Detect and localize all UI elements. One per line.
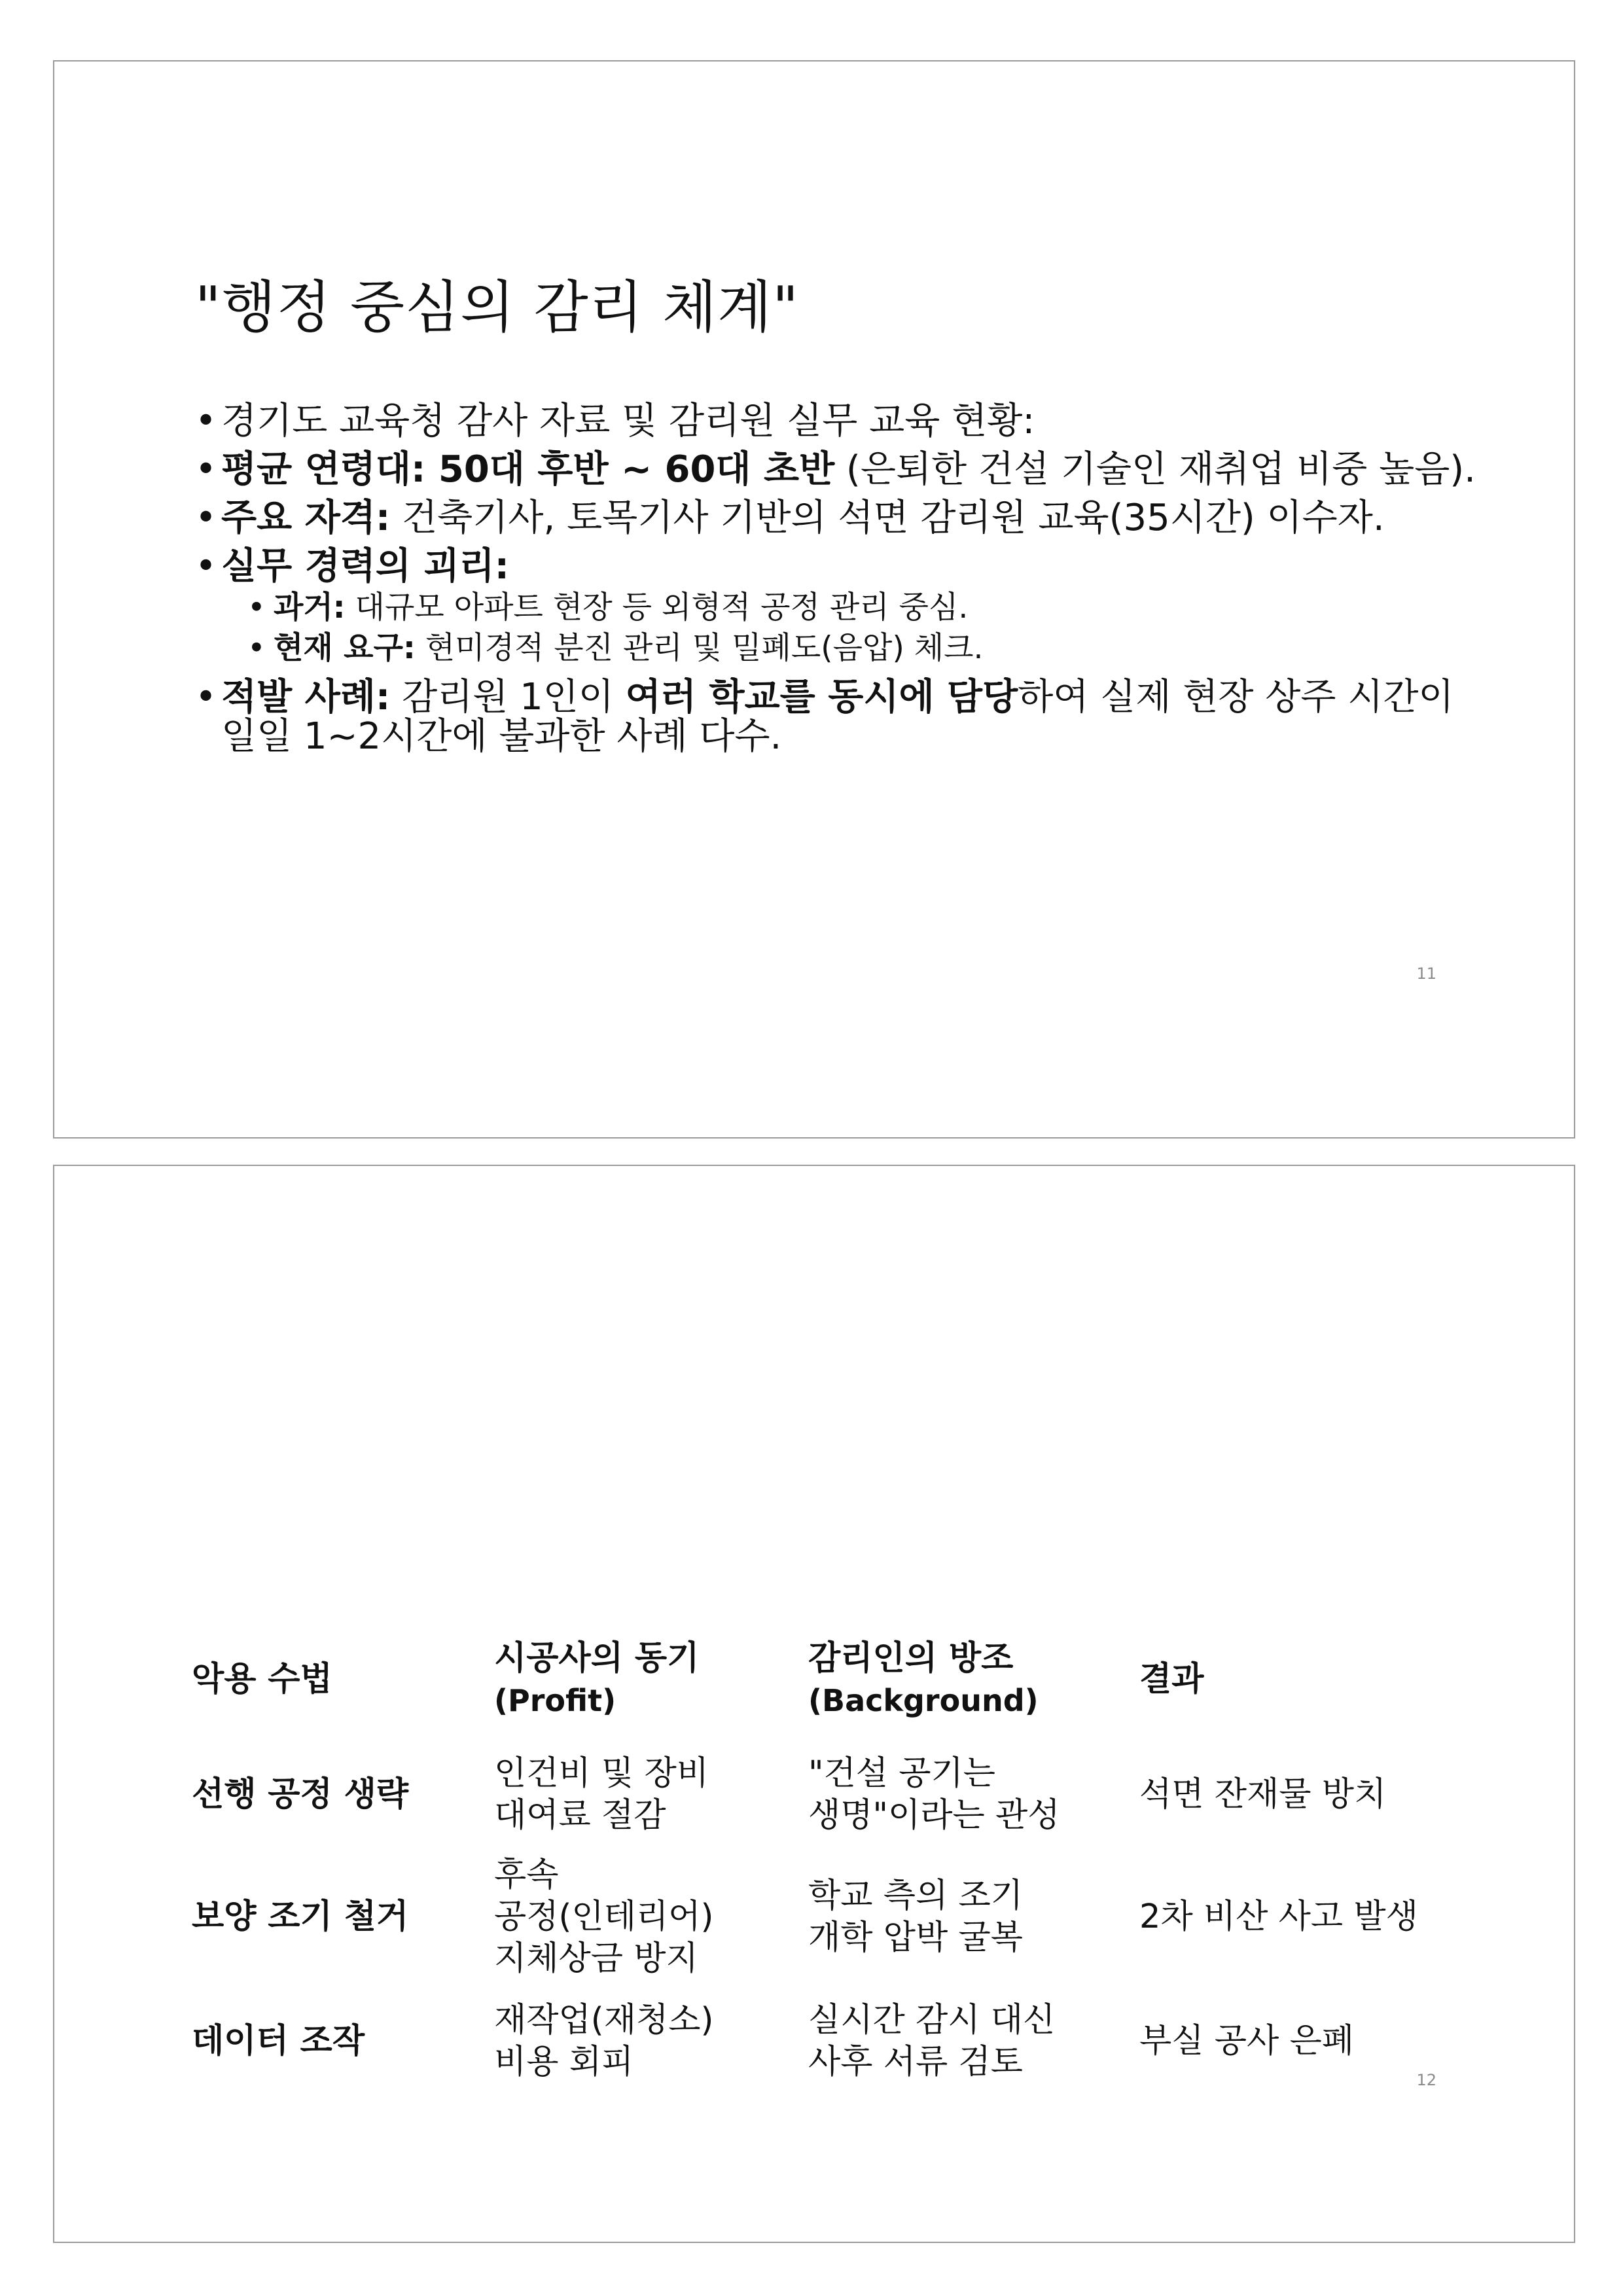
table-row — [192, 1742, 1494, 1848]
sub-bullet-item — [247, 628, 1478, 669]
sub-bullet-bold-text: 현재 요구: — [274, 630, 416, 666]
bullet-bold-text: 평균 연령대: 50대 후반 ~ 60대 초반 — [221, 448, 835, 491]
bullet-text: 경기도 교육청 감사 자료 및 감리원 실무 교육 현황: — [221, 400, 1035, 442]
header-cell: 악용 수법 — [192, 1660, 332, 1699]
table-cell: 학교 측의 조기 개학 압박 굴복 — [808, 1877, 1024, 1957]
table-row — [192, 1848, 1494, 1987]
table-cell: 석면 잔재물 방치 — [1139, 1775, 1387, 1814]
table-cell: 데이터 조작 — [192, 2022, 365, 2060]
bullet-item — [195, 547, 1478, 669]
table-row — [192, 1987, 1494, 2096]
bullet-list — [195, 402, 1478, 766]
bullet-bold-text: 실무 경력의 괴리: — [221, 545, 510, 588]
header-cell: 시공사의 동기 (Profit) — [494, 1639, 700, 1718]
table-cell: 재작업(재청소) 비용 회피 — [494, 2001, 714, 2081]
page-number: 12 — [1416, 2071, 1436, 2089]
slide-title: "행정 중심의 감리 체계" — [195, 275, 799, 340]
header-cell: 결과 — [1139, 1660, 1204, 1699]
table-cell: 후속 공정(인테리어) 지체상금 방지 — [494, 1856, 714, 1978]
sub-bullet-bold-text: 과거: — [274, 590, 346, 626]
table-cell: 선행 공정 생략 — [192, 1775, 409, 1814]
slide-12 — [53, 1165, 1575, 2243]
table-cell: 인건비 및 장비 대여료 절감 — [494, 1754, 709, 1835]
table-cell: 2차 비산 사고 발생 — [1139, 1898, 1418, 1936]
bullet-bold-text: 적발 사례: — [221, 676, 391, 718]
sub-bullet-item — [247, 588, 1478, 628]
bullet-item — [195, 678, 1478, 756]
bullet-item — [195, 402, 1478, 441]
table-cell: "건설 공기는 생명"이라는 관성 — [808, 1754, 1060, 1835]
bullet-bold-text: 주요 자격: — [221, 497, 391, 539]
slide-11 — [53, 60, 1575, 1139]
header-cell: 감리인의 방조 (Background) — [808, 1639, 1039, 1718]
table-header-row — [192, 1617, 1494, 1742]
sub-bullet-list — [221, 588, 1478, 669]
bullet-text: (은퇴한 건설 기술인 재취업 비중 높음). — [834, 448, 1476, 491]
bullet-text: 감리원 1인이 — [390, 676, 626, 718]
table-cell: 부실 공사 은폐 — [1139, 2022, 1355, 2060]
bullet-item — [195, 499, 1478, 538]
sub-bullet-text: 현미경적 분진 관리 및 밀폐도(음압) 체크. — [415, 630, 984, 666]
bullet-text: 건축기사, 토목기사 기반의 석면 감리원 교육(35시간) 이수자. — [390, 497, 1385, 539]
table-cell: 보양 조기 철거 — [192, 1898, 409, 1936]
page-number: 11 — [1416, 964, 1436, 983]
sub-bullet-text: 대규모 아파트 현장 등 외형적 공정 관리 중심. — [345, 590, 969, 626]
bullet-text: 하여 실제 현장 상주 시간이 일일 1~2시간에 불과한 사례 다수. — [221, 676, 1454, 758]
bullet-item — [195, 450, 1478, 489]
comparison-table — [192, 1617, 1494, 2096]
bullet-bold-text: 여러 학교를 동시에 담당 — [625, 676, 1018, 718]
table-cell: 실시간 감시 대신 사후 서류 검토 — [808, 2001, 1056, 2081]
